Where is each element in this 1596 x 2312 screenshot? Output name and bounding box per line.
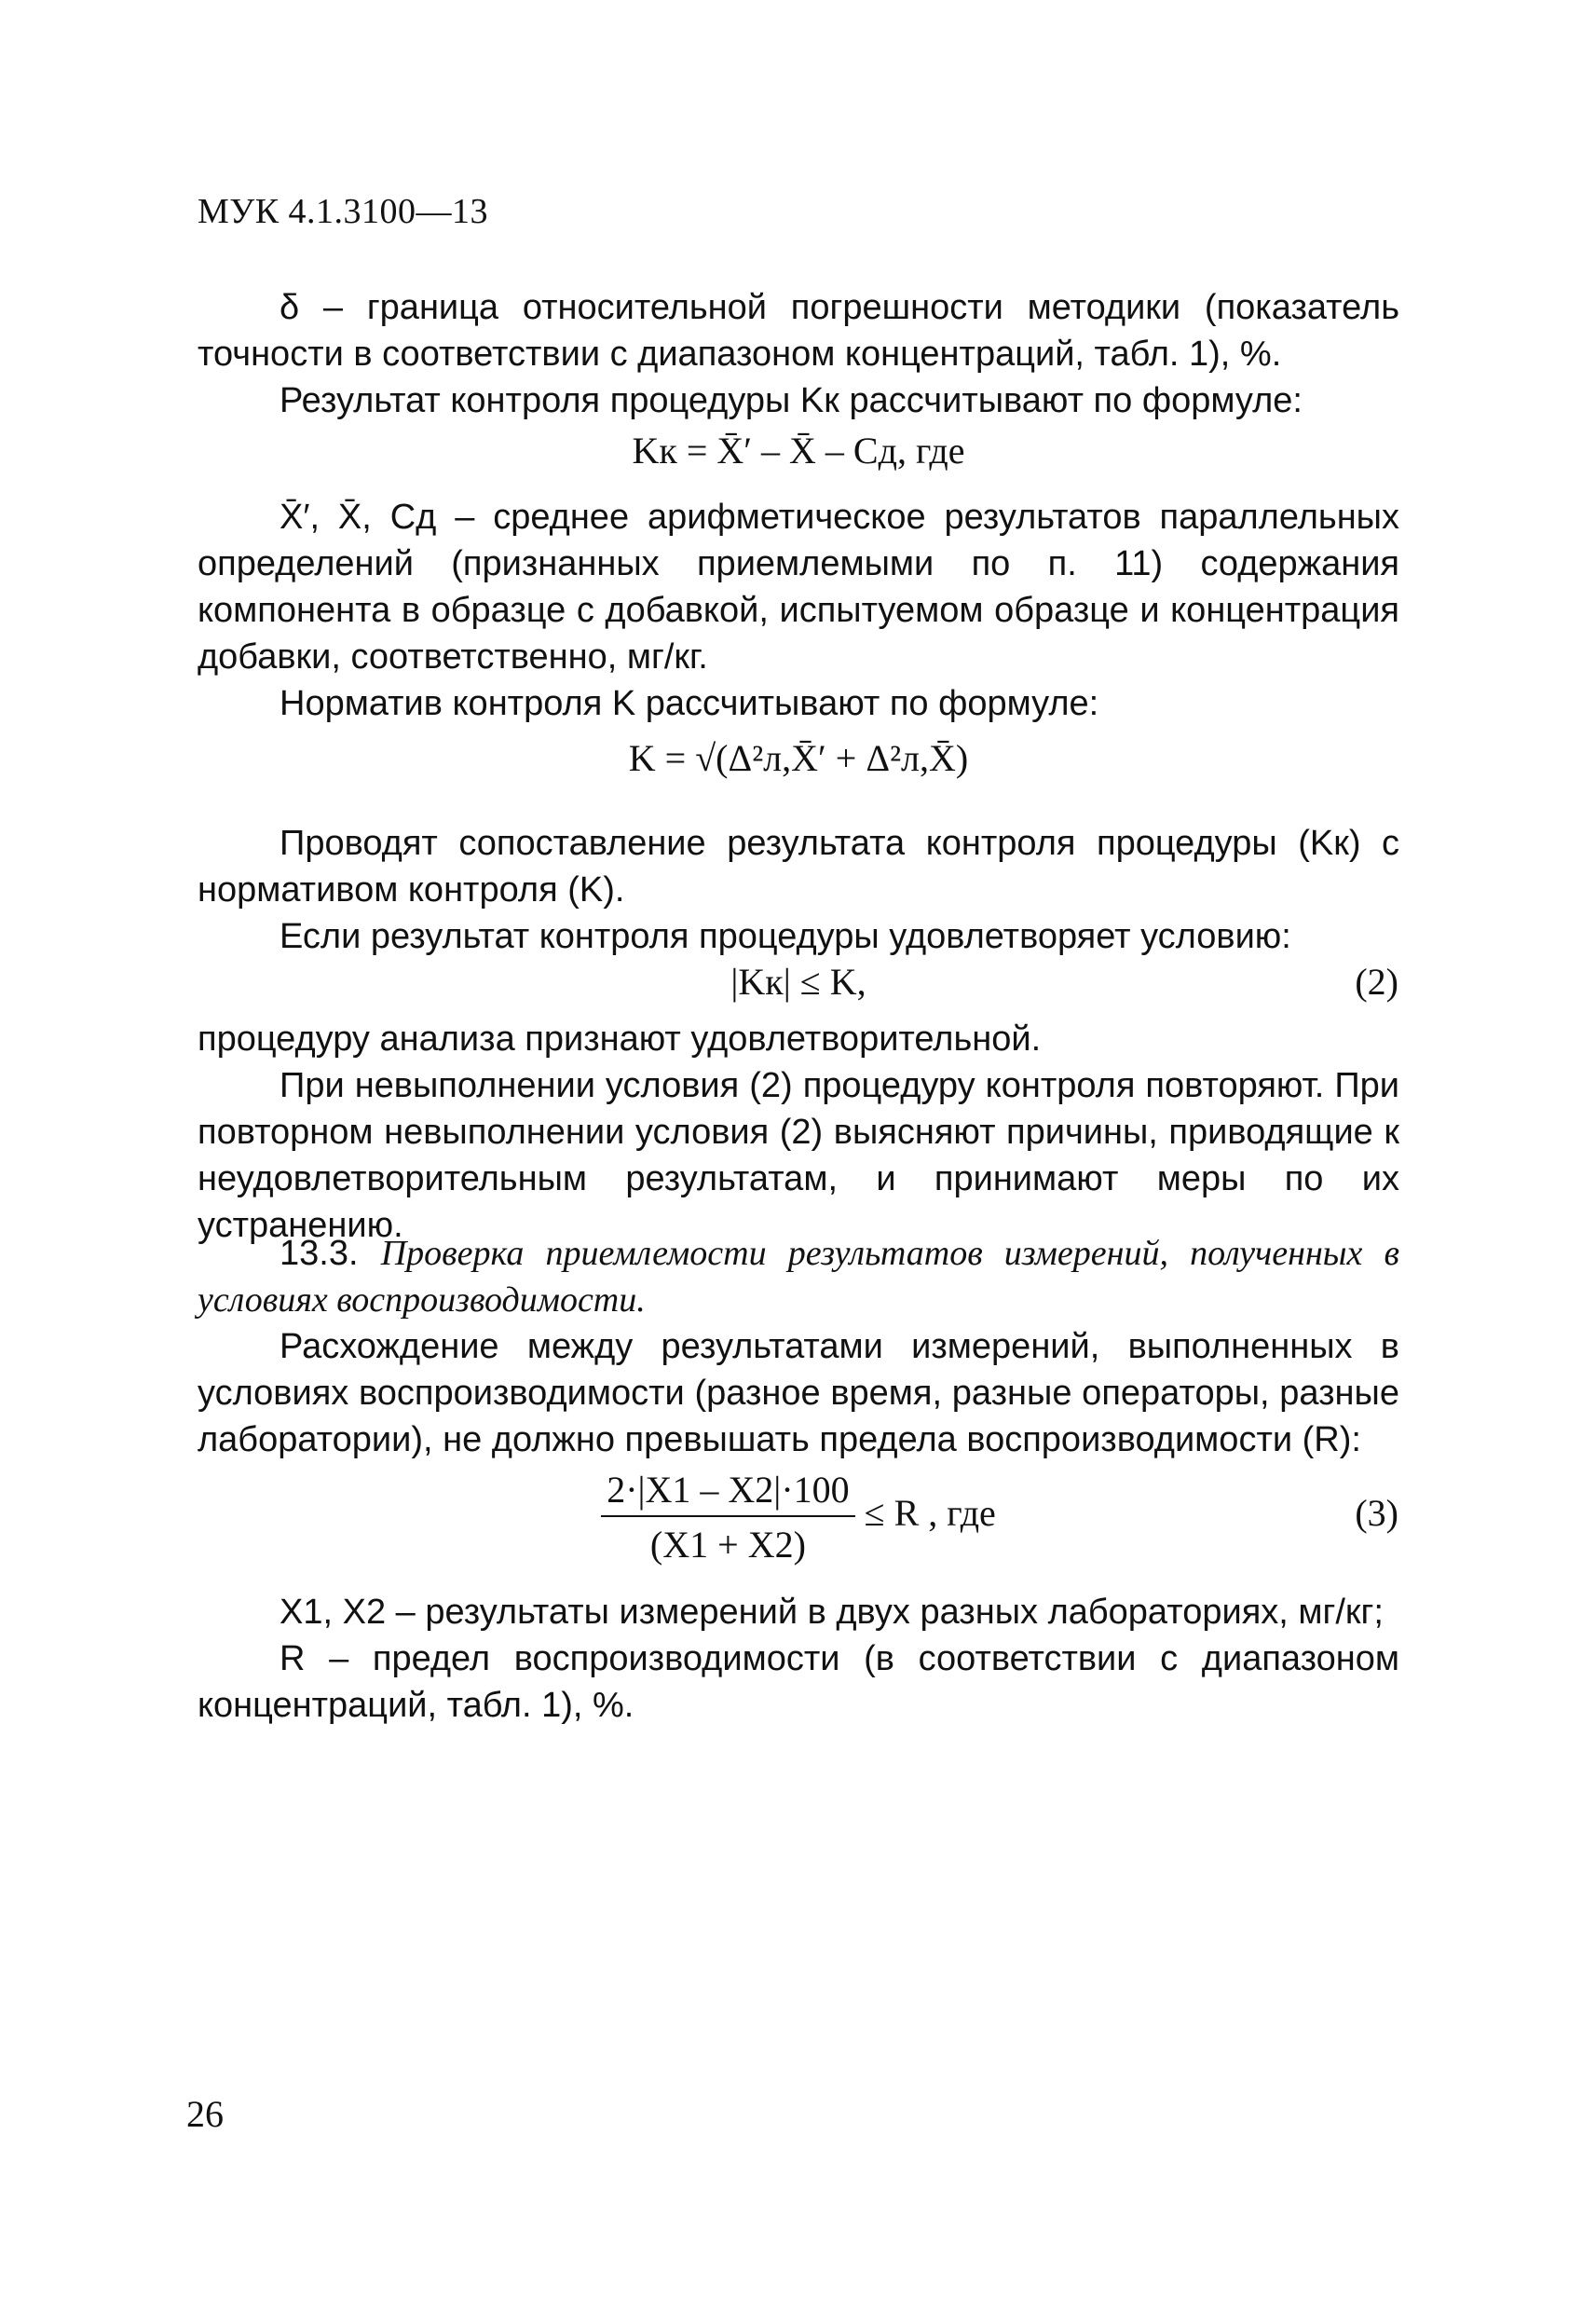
- formula-condition: |Kк| ≤ K,: [730, 961, 866, 1003]
- paragraph-condition-intro: Если результат контроля процедуры удовлетворяет условию:: [280, 917, 1291, 956]
- paragraph-r-definition: R – предел воспроизводимости (в соответствии с диапазоном концентраций, табл. 1), %.: [198, 1639, 1399, 1725]
- section-13-3: [198, 1230, 1399, 1323]
- paragraph-delta: δ – граница относительной погрешности методики (показатель точности в соответствии с диапазоном концентраций, табл. 1), %.: [198, 288, 1399, 374]
- fraction-numerator: 2·|X1 – X2|·100: [601, 1468, 854, 1517]
- paragraph-norm-intro: Норматив контроля K рассчитывают по формуле:: [280, 684, 1099, 723]
- formula-rhs: ≤ R , где: [864, 1492, 996, 1535]
- paragraph-repeat: При невыполнении условия (2) процедуру контроля повторяют. При повторном невыполнении условия (2) выясняют причины, приводящие к неудовлетворительным результатам, и принимают меры по их устранению.: [198, 1066, 1399, 1245]
- equation-number-3: (3): [1355, 1492, 1398, 1534]
- paragraph-x-definitions: X1, X2 – результаты измерений в двух разных лабораториях, мг/кг;: [280, 1593, 1384, 1632]
- paragraph-satisfactory: процедуру анализа признают удовлетворительной.: [198, 1019, 1042, 1059]
- paragraph-discrepancy: Расхождение между результатами измерений, выполненных в условиях воспроизводимости (разное время, разные операторы, разные лаборатории), не должно превышать предела воспроизводимости (R):: [198, 1327, 1399, 1459]
- formula-k: K = √(Δ²л,X̄′ + Δ²л,X̄): [628, 737, 969, 779]
- formula-reproducibility: [198, 1468, 1399, 1566]
- paragraph-kk-intro: Результат контроля процедуры Kк рассчитывают по формуле:: [280, 381, 1303, 420]
- paragraph-comparison: Проводят сопоставление результата контроля процедуры (Kк) с нормативом контроля (K).: [198, 824, 1399, 910]
- fraction: [601, 1468, 854, 1566]
- equation-number-2: (2): [1355, 961, 1398, 1003]
- section-title: Проверка приемлемости результатов измерений, полученных в условиях воспроизводимости.: [198, 1234, 1400, 1320]
- formula-kk: Kк = X̄′ – X̄ – Cд, где: [632, 430, 965, 472]
- paragraph-definitions: X̄′, X̄, Cд – среднее арифметическое результатов параллельных определений (признанных приемлемыми по п. 11) содержания компонента в образце с добавкой, испытуемом образце и концентрация добавки, соответственно, мг/кг.: [198, 498, 1399, 677]
- page-number: 26: [186, 2093, 224, 2135]
- fraction-denominator: (X1 + X2): [649, 1524, 806, 1566]
- section-number: 13.3.: [280, 1234, 359, 1273]
- document-header: МУК 4.1.3100—13: [198, 192, 489, 231]
